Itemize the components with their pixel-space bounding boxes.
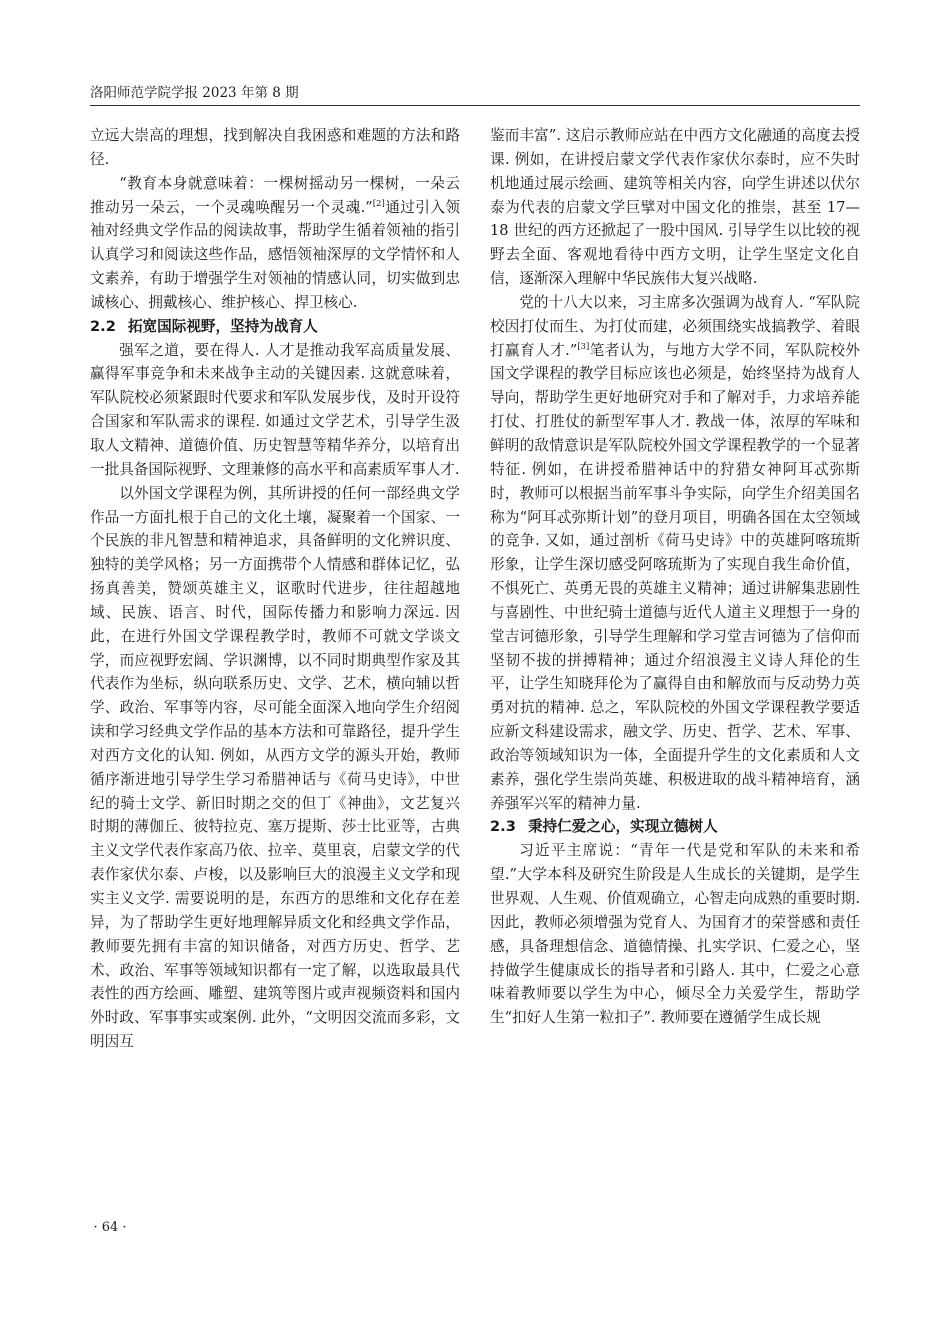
- section-title: 拓宽国际视野，坚持为战育人: [127, 317, 318, 335]
- section-heading: [90, 315, 460, 339]
- paragraph: [90, 172, 460, 315]
- section-heading: [490, 815, 860, 839]
- header-rule: [90, 105, 860, 106]
- section-number: 2.3: [490, 818, 516, 836]
- paragraph-text: “教育本身就意味着：一棵树摇动另一棵树，一朵云推动另一朵云，一个灵魂唤醒另一个灵魂.”: [90, 174, 460, 216]
- paragraph-text: 党的十八大以来，习主席多次强调为战育人. “军队院校因打仗而生、为打仗而建，必须围绕实战搞教学、着眼打赢育人才.”: [490, 293, 860, 359]
- section-number: 2.2: [90, 317, 116, 335]
- left-column: [90, 124, 460, 1054]
- paragraph: 以外国文学课程为例，其所讲授的任何一部经典文学作品一方面扎根于自己的文化土壤，凝聚着一个国家、一个民族的非凡智慧和精神追求，具备鲜明的文化辨识度、独特的美学风格；另一方面携带个人情感和群体记忆，弘扬真善美，赞颂英雄主义，讴歌时代进步，往往超越地域、民族、语言、时代，国际传播力和影响力深远. 因此，在进行外国文学课程教学时，教师不可就文学谈文学，而应视野宏阔、学识渊博，以不同时期典型作家及其代表作为坐标，纵向联系历史、文学、艺术，横向辅以哲学、政治、军事等内容，尽可能全面深入地向学生介绍阅读和学习经典文学作品的基本方法和可靠路径，提升学生对西方文化的认知. 例如，从西方文学的源头开始，教师循序渐进地引导学生学习希腊神话与《荷马史诗》，中世纪的骑士文学、新旧时期之交的但丁《神曲》，文艺复兴时期的薄伽丘、彼特拉克、塞万提斯、莎士比亚等，古典主义文学代表作家高乃依、拉辛、莫里哀，启蒙文学的代表作家伏尔泰、卢梭，以及影响巨大的浪漫主义文学和现实主义文学. 需要说明的是，东西方的思维和文化存在差异，为了帮助学生更好地理解异质文化和经典文学作品，教师要先拥有丰富的知识储备，对西方历史、哲学、艺术、政治、军事等领域知识都有一定了解，以选取最具代表性的西方绘画、雕塑、建筑等图片或声视频资料和国内外时政、军事事实或案例. 此外，“文明因交流而多彩，文明因互: [90, 484, 460, 1051]
- citation-ref: [3]: [577, 341, 590, 352]
- paragraph: [490, 291, 860, 816]
- right-column: [490, 124, 860, 1030]
- paragraph: 强军之道，要在得人. 人才是推动我军高质量发展、赢得军事竞争和未来战争主动的关键因素. 这就意味着，军队院校必须紧跟时代要求和军队发展步伐，及时开设符合国家和军队需求的课程. 如通过文学艺术，引导学生汲取人文精神、道德价值、历史智慧等精华养分，以培育出一批具备国际视野、文理兼修的高水平和高素质军事人才.: [90, 341, 460, 478]
- running-head: 洛阳师范学院学报 2023 年第 8 期: [90, 85, 299, 101]
- paragraph: 立远大崇高的理想，找到解决自我困惑和难题的方法和路径.: [90, 127, 460, 168]
- section-title: 秉持仁爱之心，实现立德树人: [527, 818, 718, 836]
- page-number: · 64 ·: [93, 1220, 127, 1235]
- paragraph: 习近平主席说：“青年一代是党和军队的未来和希望.”大学本科及研究生阶段是人生成长的关键期，是学生世界观、人生观、价值观确立，心智走向成熟的重要时期. 因此，教师必须增强为党育人、为国育才的荣誉感和责任感，具备理想信念、道德情操、扎实学识、仁爱之心，坚持做学生健康成长的指导者和引路人. 其中，仁爱之心意味着教师要以学生为中心，倾尽全力关爱学生，帮助学生“扣好人生第一粒扣子”. 教师要在遵循学生成长规: [490, 842, 860, 1027]
- citation-ref: [2]: [372, 198, 385, 209]
- paragraph-text: 通过引入领袖对经典文学作品的阅读故事，帮助学生循着领袖的指引认真学习和阅读这些作品，感悟领袖深厚的文学情怀和人文素养，有助于增强学生对领袖的情感认同，切实做到忠诚核心、拥戴核心、维护核心、捍卫核心.: [90, 198, 460, 311]
- paragraph-text: 笔者认为，与地方大学不同，军队院校外国文学课程的教学目标应该也必须是，始终坚持为战育人导向，帮助学生更好地研究对手和了解对手，力求培养能打仗、打胜仗的新型军事人才. 教战一体，浓厚的军味和鲜明的敌情意识是军队院校外国文学课程教学的一个显著特征. 例如，在讲授希腊神话中的狩猎女神阿耳忒弥斯时，教师可以根据当前军事斗争实际，向学生介绍美国名称为“阿耳忒弥斯计划”的登月项目，明确各国在太空领域的竞争. 又如，通过剖析《荷马史诗》中的英雄阿喀琉斯形象，让学生深切感受阿喀琉斯为了实现自我生命价值，不惧死亡、英勇无畏的英雄主义精神；通过讲解集悲剧性与喜剧性、中世纪骑士道德与近代人道主义理想于一身的堂吉诃德形象，引导学生理解和学习堂吉诃德为了信仰而坚韧不拔的拼搏精神；通过介绍浪漫主义诗人拜伦的生平，让学生知晓拜伦为了赢得自由和解放而与反动势力英勇对抗的精神. 总之，军队院校的外国文学课程教学要适应新文科建设需求，融文学、历史、哲学、艺术、军事、政治等领域知识为一体，全面提升学生的文化素质和人文素养，强化学生崇尚英雄、积极进取的战斗精神培育，涵养强军兴军的精神力量.: [490, 341, 860, 812]
- paragraph: 鉴而丰富”. 这启示教师应站在中西方文化融通的高度去授课. 例如，在讲授启蒙文学代表作家伏尔泰时，应不失时机地通过展示绘画、建筑等相关内容，向学生讲述以伏尔泰为代表的启蒙文学巨擘对中国文化的推崇，甚至 17—18 世纪的西方还掀起了一股中国风. 引导学生以比较的视野去全面、客观地看待中西方文明，让学生坚定文化自信，逐渐深入理解中华民族伟大复兴战略.: [490, 127, 860, 288]
